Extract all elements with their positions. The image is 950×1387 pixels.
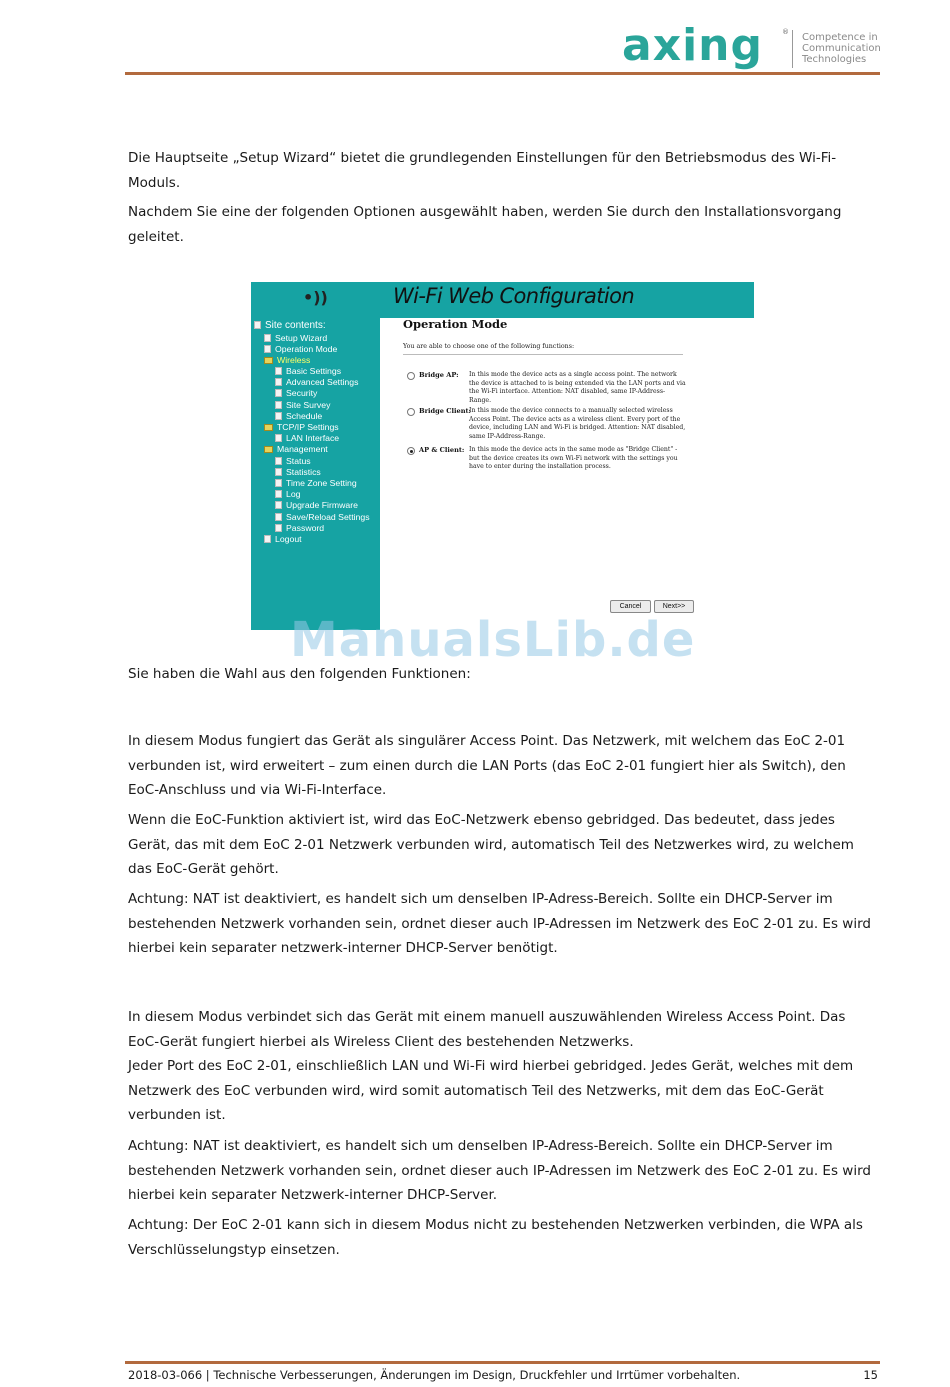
tagline-line: Technologies xyxy=(802,54,867,65)
tree-item-status[interactable]: Status xyxy=(275,456,311,466)
folder-icon xyxy=(264,357,273,364)
tree-item-lan-interface[interactable]: LAN Interface xyxy=(275,433,339,443)
tree-item-security[interactable]: Security xyxy=(275,388,317,398)
paragraph-bridge-ap: In diesem Modus fungiert das Gerät als singulärer Access Point. Das Netzwerk, mit welchem das EoC 2-01 verbunden ist, wird erweitert – zum einen durch die LAN Ports (das EoC 2-01 fungiert hier als Switch), den EoC-Anschluss und via Wi-Fi-Interface. xyxy=(128,733,846,798)
axing-logo xyxy=(622,20,882,71)
web-config-screenshot xyxy=(251,282,754,630)
page-icon xyxy=(264,334,271,342)
page-icon xyxy=(275,468,282,476)
footer-rule xyxy=(125,1361,880,1364)
page-icon xyxy=(275,412,282,420)
paragraph-bridge-client-ports: Jeder Port des EoC 2-01, einschließlich LAN und Wi-Fi wird hierbei gebridged. Jedes Gerät, welches mit dem Netzwerk des EoC verbunden wird, wird somit automatisch Teil des Netzwerks, mit dem das EoC-Gerät verbunden ist. xyxy=(128,1058,854,1123)
ap-client-radio[interactable] xyxy=(407,447,415,455)
paragraph-eoc-function: Wenn die EoC-Funktion aktiviert ist, wird das EoC-Netzwerk ebenso gebridged. Das bedeutet, dass jedes Gerät, das mit dem EoC 2-01 Netzwerk verbunden wird, automatisch Teil des Netzwerkes wird, zu welchem das EoC-Gerät gehört. xyxy=(128,812,854,877)
page-icon xyxy=(275,479,282,487)
page-icon xyxy=(275,501,282,509)
tree-item-logout[interactable]: Logout xyxy=(264,534,302,544)
ap-client-label: AP & Client: xyxy=(419,446,465,454)
page-icon xyxy=(275,457,282,465)
paragraph-attention-nat-2: Achtung: NAT ist deaktiviert, es handelt sich um denselben IP-Adress-Bereich. Sollte ein DHCP-Server im bestehenden Netzwerk vorhanden sein, ordnet dieser auch IP-Adressen im Netzwerk des EoC 2-01 zu. Es wird hierbei kein separater Netzwerk-interner DHCP-Server. xyxy=(128,1138,871,1203)
wifi-signal-icon: •)) xyxy=(303,288,328,307)
page-number: 15 xyxy=(863,1368,878,1382)
page-icon xyxy=(264,345,271,353)
tree-item-tcpip-settings[interactable]: TCP/IP Settings xyxy=(264,422,339,432)
folder-icon xyxy=(264,446,273,453)
tree-item-operation-mode[interactable]: Operation Mode xyxy=(264,344,337,354)
tree-item-schedule[interactable]: Schedule xyxy=(275,411,322,421)
ap-client-description: In this mode the device acts in the same mode as "Bridge Client" - but the device creates its own Wi-Fi network with the settings you have to enter during the installation process. xyxy=(469,446,678,471)
paragraph-intro: Die Hauptseite „Setup Wizard“ bietet die grundlegenden Einstellungen für den Betriebsmodus des Wi-Fi-Moduls. xyxy=(128,150,837,191)
tree-item-log[interactable]: Log xyxy=(275,489,301,499)
page-icon xyxy=(254,321,261,329)
operation-mode-heading: Operation Mode xyxy=(403,317,508,331)
bridge-ap-label: Bridge AP: xyxy=(419,371,459,379)
page-icon xyxy=(275,401,282,409)
tree-item-setup-wizard[interactable]: Setup Wizard xyxy=(264,333,327,343)
paragraph-attention-wpa: Achtung: Der EoC 2-01 kann sich in diesem Modus nicht zu bestehenden Netzwerken verbinden, die WPA als Verschlüsselungstyp einsetzen. xyxy=(128,1217,863,1258)
paragraph-attention-nat-1: Achtung: NAT ist deaktiviert, es handelt sich um denselben IP-Adress-Bereich. Sollte ein DHCP-Server im bestehenden Netzwerk vorhanden sein, ordnet dieser auch IP-Adressen im Netzwerk des EoC 2-01 zu. Es wird hierbei kein separater netzwerk-interner DHCP-Server benötigt. xyxy=(128,891,871,956)
page-icon xyxy=(275,490,282,498)
page-icon xyxy=(275,378,282,386)
operation-mode-intro: You are able to choose one of the following functions: xyxy=(403,343,575,350)
logo-tagline xyxy=(802,32,881,65)
page-icon xyxy=(264,535,271,543)
bridge-client-description: In this mode the device connects to a manually selected wireless Access Point. The device acts as a wireless client. Every port of the device, including LAN and Wi-Fi is bridged. Attention: NAT disabled, same IP-Address-Range. xyxy=(469,407,686,440)
tree-item-site-survey[interactable]: Site Survey xyxy=(275,400,330,410)
cancel-button[interactable]: Cancel xyxy=(610,600,651,613)
page-icon xyxy=(275,524,282,532)
tagline-line: Competence in xyxy=(802,32,878,43)
watermark: ManualsLib.de xyxy=(290,612,696,668)
tree-item-wireless[interactable]: Wireless xyxy=(264,355,310,365)
footer-text: 2018-03-066 | Technische Verbesserungen, Änderungen im Design, Druckfehler und Irrtümer vorbehalten. xyxy=(128,1368,741,1382)
header-rule xyxy=(125,72,880,75)
bridge-client-label: Bridge Client: xyxy=(419,407,471,415)
logo-divider xyxy=(792,30,793,68)
page-icon xyxy=(275,434,282,442)
tree-item-password[interactable]: Password xyxy=(275,523,324,533)
page-icon xyxy=(275,389,282,397)
page-icon xyxy=(275,513,282,521)
folder-icon xyxy=(264,424,273,431)
tree-item-save-reload-settings[interactable]: Save/Reload Settings xyxy=(275,512,370,522)
tagline-line: Communication xyxy=(802,43,881,54)
bridge-ap-description: In this mode the device acts as a single access point. The network the device is attached to is being extended via the LAN ports and via the Wi-Fi interface. Attention: NAT disabled, same IP-Address-Range. xyxy=(469,371,686,404)
tree-item-statistics[interactable]: Statistics xyxy=(275,467,321,477)
tree-item-upgrade-firmware[interactable]: Upgrade Firmware xyxy=(275,500,358,510)
next-button[interactable]: Next>> xyxy=(654,600,694,613)
tree-item-basic-settings[interactable]: Basic Settings xyxy=(275,366,341,376)
logo-registered-mark: ® xyxy=(782,28,789,36)
screenshot-title: Wi-Fi Web Configuration xyxy=(393,284,635,308)
logo-wordmark: axing xyxy=(622,20,763,71)
bridge-ap-radio[interactable] xyxy=(407,372,415,380)
tree-root: Site contents: xyxy=(254,321,326,331)
tree-item-management[interactable]: Management xyxy=(264,444,328,454)
paragraph-functions-intro: Sie haben die Wahl aus den folgenden Funktionen: xyxy=(128,666,471,682)
page-icon xyxy=(275,367,282,375)
paragraph-guidance: Nachdem Sie eine der folgenden Optionen ausgewählt haben, werden Sie durch den Installationsvorgang geleitet. xyxy=(128,204,842,245)
bridge-client-radio[interactable] xyxy=(407,408,415,416)
tree-item-time-zone-setting[interactable]: Time Zone Setting xyxy=(275,478,357,488)
tree-item-advanced-settings[interactable]: Advanced Settings xyxy=(275,377,358,387)
paragraph-bridge-client: In diesem Modus verbindet sich das Gerät mit einem manuell auszuwählenden Wireless Access Point. Das EoC-Gerät fungiert hierbei als Wireless Client des bestehenden Netzwerks. xyxy=(128,1009,846,1050)
operation-mode-divider xyxy=(403,354,683,355)
